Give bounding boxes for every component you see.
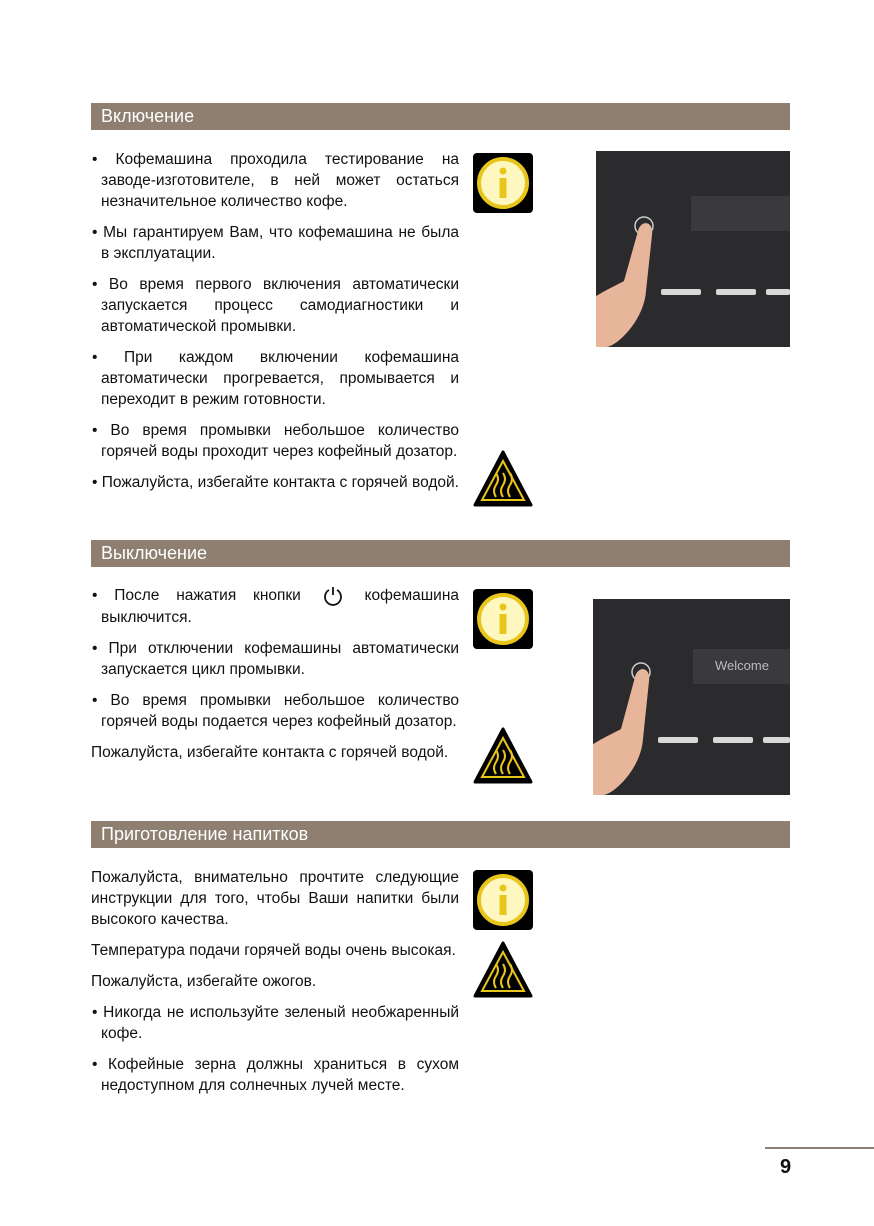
hot-surface-warning-icon [472, 940, 534, 1002]
machine-panel-photo [596, 151, 790, 347]
list-item-before: • После нажатия кнопки [92, 587, 301, 605]
list-item: • При отключении кофемашины автоматически запускается цикл промывки. [92, 640, 459, 678]
list-item: • Кофейные зерна должны храниться в сухом недоступном для солнечных лучей месте. [92, 1056, 459, 1094]
info-icon [472, 869, 534, 931]
list-item: Пожалуйста, избегайте контакта с горячей водой. [91, 744, 449, 761]
list-item: • Пожалуйста, избегайте контакта с горячей водой. [92, 474, 459, 491]
footer-rule [765, 1147, 874, 1149]
hot-surface-warning-icon [472, 726, 534, 788]
info-icon [472, 588, 534, 650]
list-item: Пожалуйста, внимательно прочтите следующие инструкции для того, чтобы Ваши напитки были высокого качества. [91, 869, 459, 928]
list-item: • Никогда не используйте зеленый необжаренный кофе. [92, 1004, 459, 1042]
list-item-after: кофемашина выключится. [101, 587, 459, 626]
section-header-on: Включение [91, 103, 790, 130]
section-off-text [91, 585, 459, 773]
info-icon [472, 152, 534, 214]
list-item: Пожалуйста, избегайте ожогов. [91, 973, 317, 990]
section-header-drinks: Приготовление напитков [91, 821, 790, 848]
page-number: 9 [780, 1156, 792, 1178]
list-item: • Кофемашина проходила тестирование на заводе-изготовителе, в ней может остаться незначительное количество кофе. [92, 151, 459, 210]
hot-surface-warning-icon [472, 449, 534, 511]
section-drinks-text [91, 867, 459, 1106]
list-item: • При каждом включении кофемашина автоматически прогревается, промывается и переходит в режим готовности. [92, 349, 459, 408]
list-item: Температура подачи горячей воды очень высокая. [91, 942, 456, 959]
power-icon [322, 585, 344, 607]
list-item: • Во время первого включения автоматически запускается процесс самодиагностики и автоматической промывки. [92, 276, 459, 335]
list-item: • Мы гарантируем Вам, что кофемашина не была в эксплуатации. [92, 224, 459, 262]
list-item [91, 585, 459, 628]
screen-welcome-text: Welcome [715, 658, 769, 673]
list-item: • Во время промывки небольшое количество горячей воды подается через кофейный дозатор. [92, 692, 459, 730]
machine-panel-photo [593, 599, 790, 795]
section-on-text [91, 149, 459, 503]
list-item: • Во время промывки небольшое количество горячей воды проходит через кофейный дозатор. [92, 422, 459, 460]
section-header-off: Выключение [91, 540, 790, 567]
